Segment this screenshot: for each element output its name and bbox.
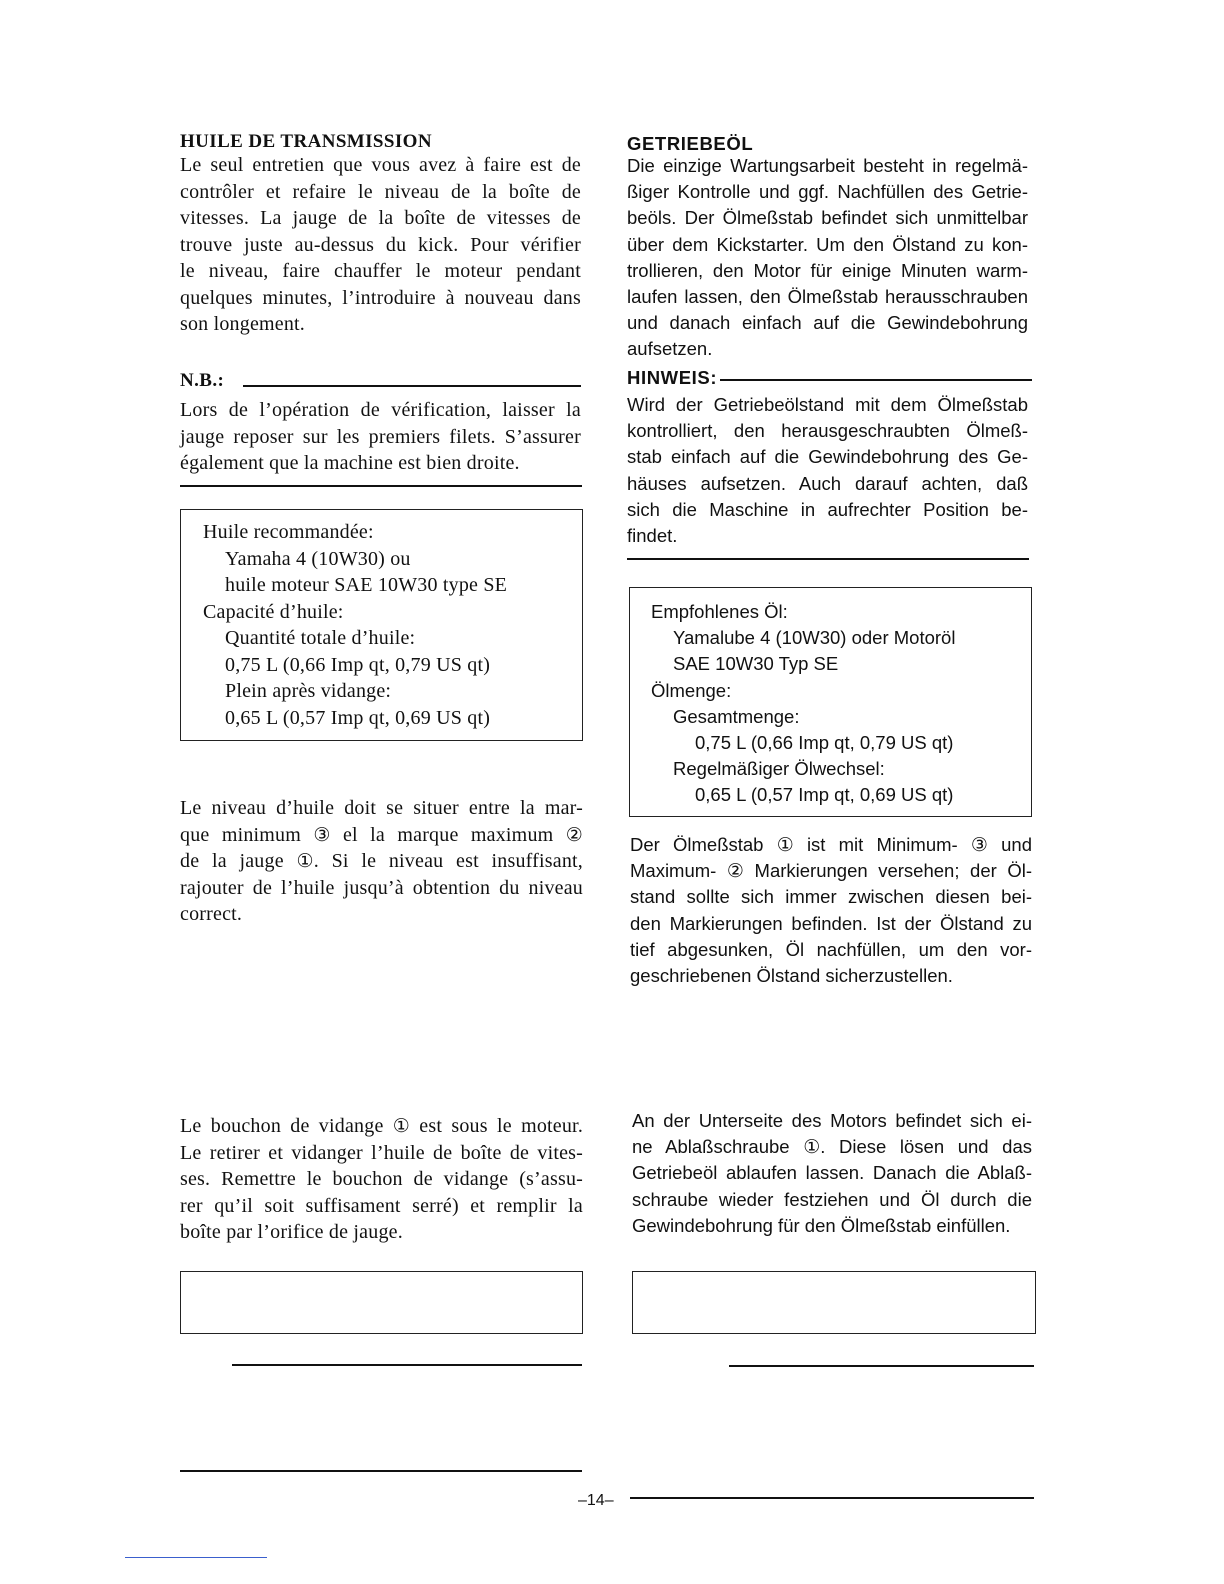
marker-one-icon: ①	[803, 1136, 821, 1159]
fr-drain-line: boîte par l’orifice de jauge.	[180, 1221, 403, 1243]
fr-recommended-1: Yamaha 4 (10W30) ou	[225, 547, 411, 570]
de-note-paragraph	[627, 392, 1028, 549]
de-note-line: findet.	[627, 525, 678, 547]
fr-capacity-label: Capacité d’huile:	[203, 600, 344, 623]
fr-note-paragraph	[180, 397, 581, 477]
de-change-value: 0,65 L (0,57 Imp qt, 0,69 US qt)	[695, 784, 954, 806]
marker-one-icon: ①	[776, 834, 794, 856]
de-total-label: Gesamtmenge:	[673, 705, 800, 727]
de-note-line: Wird der Getriebeölstand mit dem Ölmeßstab	[627, 394, 1028, 415]
marker-three-icon: ③	[970, 834, 988, 856]
fr-drain-line: Le bouchon de vidange ① est sous le moteur.	[180, 1115, 584, 1137]
de-level-line: tief abgesunken, Öl nachfüllen, um den vor-	[630, 938, 1032, 960]
fr-empty-box	[180, 1271, 583, 1334]
de-note-line: kontrolliert, den herausgeschraubten Ölmeß-	[627, 420, 1028, 442]
fr-spec-box	[180, 509, 583, 741]
fr-note-line: également que la machine est bien droite.	[180, 452, 520, 474]
de-drain-paragraph	[632, 1108, 1032, 1239]
de-spec-box	[629, 587, 1032, 817]
de-level-line: stand sollte sich immer zwischen diesen bei-	[630, 886, 1032, 908]
de-bottom-rule	[729, 1365, 1034, 1367]
de-intro-line: aufsetzen.	[627, 338, 713, 360]
marker-two-icon: ②	[726, 860, 744, 883]
fr-change-value: 0,65 L (0,57 Imp qt, 0,69 US qt)	[225, 706, 491, 729]
de-level-paragraph	[630, 832, 1032, 989]
fr-drain-line: Le retirer et vidanger l’huile de boîte de vites-	[180, 1141, 583, 1164]
de-change-label: Regelmäßiger Ölwechsel:	[673, 758, 885, 780]
fr-intro-line: le niveau, faire chauffer le moteur pendant	[180, 260, 581, 282]
page-edge-mark	[125, 1557, 267, 1558]
page-number: –14–	[578, 1492, 614, 1509]
de-drain-line: Gewindebohrung für den Ölmeßstab einfüllen.	[632, 1214, 1011, 1236]
de-section-title: GETRIEBEÖL	[627, 133, 754, 154]
fr-drain-line: rer qu’il soit suffisament serré) et remplir la	[180, 1194, 583, 1217]
fr-intro-line: quelques minutes, l’introduire à nouveau dans	[180, 286, 581, 309]
fr-section-title: HUILE DE TRANSMISSION	[180, 131, 432, 152]
de-intro-line: Die einzige Wartungsarbeit besteht in regelmä-	[627, 155, 1028, 176]
fr-note-line: jauge reposer sur les premiers filets. S’assurer	[180, 425, 581, 448]
de-capacity-label: Ölmenge:	[651, 679, 732, 701]
fr-total-value: 0,75 L (0,66 Imp qt, 0,79 US qt)	[225, 653, 491, 676]
fr-recommended-label: Huile recommandée:	[203, 521, 374, 543]
de-note-line: häuses aufsetzen. Auch darauf achten, daß	[627, 472, 1028, 494]
fr-change-label: Plein après vidange:	[225, 680, 392, 702]
marker-two-icon: ②	[565, 823, 583, 846]
de-total-value: 0,75 L (0,66 Imp qt, 0,79 US qt)	[695, 732, 954, 754]
fr-intro-line: contrôler et refaire le niveau de la boîte de	[180, 180, 581, 203]
de-intro-line: über dem Kickstarter. Um den Ölstand zu kon-	[627, 233, 1028, 255]
de-note-line: stab einfach auf die Gewindebohrung des Ge-	[627, 446, 1028, 468]
footer-rule	[630, 1497, 1034, 1499]
fr-recommended-2: huile moteur SAE 10W30 type SE	[225, 574, 508, 596]
de-intro-line: und danach einfach auf die Gewindebohrung	[627, 312, 1028, 334]
marker-one-icon: ①	[392, 1115, 411, 1137]
de-empty-box	[632, 1271, 1036, 1334]
fr-note-end-rule	[180, 485, 582, 487]
de-intro-line: ßiger Kontrolle und ggf. Nachfüllen des Getrie-	[627, 181, 1028, 203]
fr-intro-line: Le seul entretien que vous avez à faire est de	[180, 154, 581, 176]
de-drain-line: schraube wieder festziehen und Öl durch die	[632, 1188, 1032, 1210]
fr-level-line: de la jauge ①. Si le niveau est insuffisant,	[180, 850, 583, 872]
de-drain-line: An der Unterseite des Motors befindet sich ei-	[632, 1110, 1032, 1131]
fr-level-line: rajouter de l’huile jusqu’à obtention du niveau	[180, 876, 583, 899]
fr-level-line: correct.	[180, 903, 243, 925]
fr-intro-paragraph	[180, 152, 581, 338]
de-intro-line: beöls. Der Ölmeßstab befindet sich unmittelbar	[627, 207, 1028, 229]
fr-level-line: que minimum ③ el la marque maximum ②	[180, 823, 583, 846]
fr-total-label: Quantité totale d’huile:	[225, 627, 416, 649]
de-level-line: Der Ölmeßstab ① ist mit Minimum- ③ und	[630, 834, 1033, 856]
de-drain-line: Getriebeöl ablaufen lassen. Danach die Ablaß-	[632, 1162, 1032, 1184]
fr-note-label: N.B.:	[180, 370, 225, 391]
de-recommended-label: Empfohlenes Öl:	[651, 601, 788, 622]
fr-bottom-rule	[232, 1364, 582, 1366]
de-drain-line: ne Ablaßschraube ①. Diese lösen und das	[632, 1136, 1033, 1159]
de-level-line: Maximum- ② Markierungen versehen; der Öl-	[630, 860, 1033, 883]
de-recommended-2: SAE 10W30 Typ SE	[673, 653, 839, 675]
fr-drain-paragraph	[180, 1113, 583, 1246]
de-intro-paragraph	[627, 153, 1028, 363]
fr-note-line: Lors de l’opération de vérification, laisser la	[180, 399, 581, 421]
fr-footer-rule	[180, 1470, 582, 1472]
fr-note-rule	[243, 385, 581, 387]
de-note-line: sich die Maschine in aufrechter Position be-	[627, 498, 1028, 520]
fr-intro-line: vitesses. La jauge de la boîte de vitesses de	[180, 207, 581, 229]
fr-intro-line: son longement.	[180, 313, 306, 335]
fr-level-paragraph	[180, 795, 583, 928]
de-intro-line: laufen lassen, den Ölmeßstab herausschrauben	[627, 286, 1028, 308]
de-level-line: geschriebenen Ölstand sicherzustellen.	[630, 965, 953, 987]
de-intro-line: trollieren, den Motor für einige Minuten warm-	[627, 259, 1028, 281]
fr-drain-line: ses. Remettre le bouchon de vidange (s’assu-	[180, 1168, 583, 1190]
de-note-rule	[720, 379, 1032, 381]
de-note-label: HINWEIS:	[627, 367, 718, 388]
marker-one-icon: ①	[296, 850, 314, 872]
fr-level-line: Le niveau d’huile doit se situer entre la mar-	[180, 797, 583, 819]
de-level-line: den Markierungen befinden. Ist der Ölstand zu	[630, 912, 1032, 934]
de-recommended-1: Yamalube 4 (10W30) oder Motoröl	[673, 627, 956, 649]
de-note-end-rule	[627, 558, 1029, 560]
marker-three-icon: ③	[313, 823, 331, 846]
fr-intro-line: trouve juste au-dessus du kick. Pour vérifier	[180, 233, 581, 256]
